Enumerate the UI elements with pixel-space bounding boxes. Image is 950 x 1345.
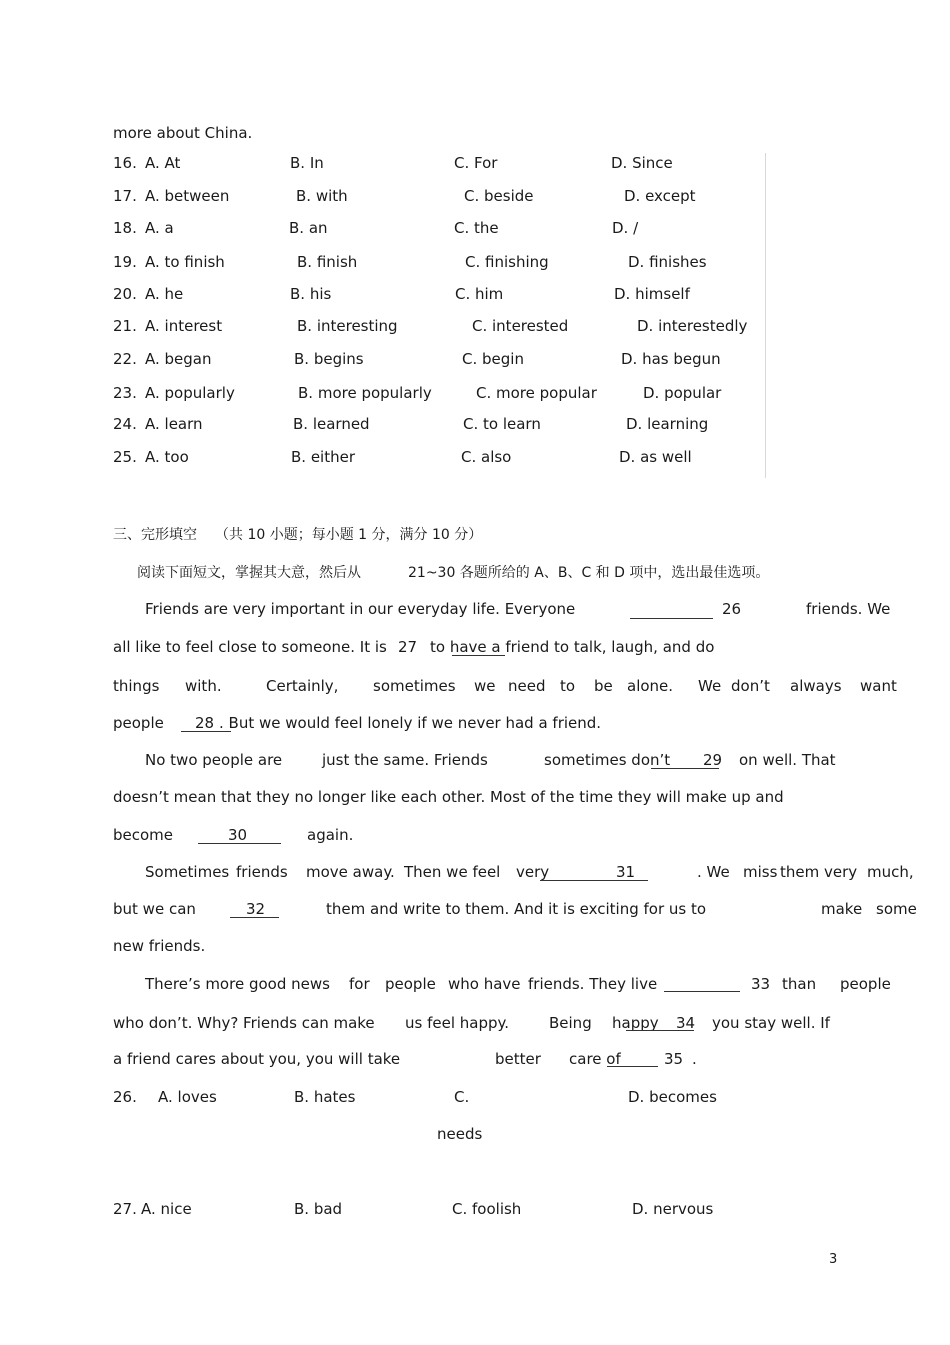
section-instruction-b: 21~30 各题所给的 A、B、C 和 D 项中，选出最佳选项。 xyxy=(408,565,770,581)
option-d: D. nervous xyxy=(632,1200,714,1218)
blank-line xyxy=(630,618,713,619)
passage-text: just the same. Friends xyxy=(322,751,488,769)
passage-text: move away. xyxy=(306,863,395,881)
option-a: A. began xyxy=(145,350,212,368)
option-c: C. foolish xyxy=(452,1200,522,1218)
blank-line xyxy=(452,655,505,656)
blank-number-29: 29 xyxy=(703,751,723,769)
passage-text: . We xyxy=(697,863,730,881)
option-d: D. himself xyxy=(614,285,690,303)
passage-text: friends xyxy=(236,863,288,881)
option-a: A. between xyxy=(145,187,230,205)
passage-text: but we can xyxy=(113,900,196,918)
passage-word: always xyxy=(790,677,842,695)
option-d: D. except xyxy=(624,187,696,205)
passage-text: to have a friend to talk, laugh, and do xyxy=(430,638,715,656)
option-d: D. has begun xyxy=(621,350,721,368)
column-divider xyxy=(765,153,766,478)
question-number: 25. xyxy=(113,448,137,466)
question-number: 27. xyxy=(113,1200,137,1218)
option-d: D. learning xyxy=(626,415,709,433)
option-c: C. him xyxy=(455,285,504,303)
question-number: 23. xyxy=(113,384,137,402)
question-number: 22. xyxy=(113,350,137,368)
blank-line xyxy=(607,1066,658,1067)
passage-text: you stay well. If xyxy=(712,1014,830,1032)
question-number: 17. xyxy=(113,187,137,205)
passage-text: . xyxy=(692,1050,697,1068)
option-c: C. finishing xyxy=(465,253,549,271)
passage-word: We xyxy=(698,677,722,695)
passage-text: better xyxy=(495,1050,541,1068)
option-b: B. more popularly xyxy=(298,384,432,402)
option-b: B. interesting xyxy=(297,317,398,335)
passage-text: again. xyxy=(307,826,354,844)
passage-word: things xyxy=(113,677,160,695)
question-number: 20. xyxy=(113,285,137,303)
section-instruction-a: 阅读下面短文，掌握其大意，然后从 xyxy=(137,565,361,581)
option-b: B. learned xyxy=(293,415,370,433)
passage-text: No two people are xyxy=(145,751,283,769)
option-a: A. a xyxy=(145,219,174,237)
passage-text: who have xyxy=(448,975,521,993)
option-d: D. Since xyxy=(611,154,673,172)
option-c: C. xyxy=(454,1088,470,1106)
option-c: C. beside xyxy=(464,187,534,205)
passage-text: very xyxy=(516,863,550,881)
question-number: 19. xyxy=(113,253,137,271)
option-a: A. he xyxy=(145,285,184,303)
option-b: B. hates xyxy=(294,1088,356,1106)
passage-text: much, xyxy=(867,863,914,881)
passage-word: want xyxy=(860,677,897,695)
option-a: A. loves xyxy=(158,1088,217,1106)
passage-text: doesn’t mean that they no longer like each other. Most of the time they will make up and xyxy=(113,788,784,806)
passage-text: a friend cares about you, you will take xyxy=(113,1050,401,1068)
option-d: D. as well xyxy=(619,448,692,466)
option-a: A. too xyxy=(145,448,189,466)
option-a: A. interest xyxy=(145,317,223,335)
option-a: A. nice xyxy=(141,1200,192,1218)
section-score: （共 10 小题；每小题 1 分，满分 10 分） xyxy=(215,527,483,543)
passage-text: some xyxy=(876,900,917,918)
option-c-text: needs xyxy=(437,1125,483,1143)
passage-text: friends. They live xyxy=(528,975,658,993)
option-c: C. begin xyxy=(462,350,524,368)
passage-text: them very xyxy=(780,863,858,881)
passage-text: for xyxy=(349,975,370,993)
passage-word: don’t xyxy=(731,677,770,695)
option-d: D. finishes xyxy=(628,253,707,271)
passage-word: be xyxy=(594,677,613,695)
option-b: B. bad xyxy=(294,1200,343,1218)
question-number: 26. xyxy=(113,1088,137,1106)
option-d: D. / xyxy=(612,219,639,237)
passage-text: There’s more good news xyxy=(145,975,330,993)
option-c: C. interested xyxy=(472,317,569,335)
intro-tail: more about China. xyxy=(113,124,253,142)
option-b: B. with xyxy=(296,187,348,205)
option-c: C. more popular xyxy=(476,384,597,402)
option-a: A. learn xyxy=(145,415,203,433)
passage-word: need xyxy=(508,677,546,695)
question-number: 18. xyxy=(113,219,137,237)
option-a: A. At xyxy=(145,154,181,172)
passage-text: people xyxy=(840,975,891,993)
option-b: B. an xyxy=(289,219,328,237)
blank-number-26: 26 xyxy=(722,600,742,618)
question-number: 21. xyxy=(113,317,137,335)
option-b: B. begins xyxy=(294,350,364,368)
passage-text: us feel happy. xyxy=(405,1014,510,1032)
passage-text: care of xyxy=(569,1050,621,1068)
blank-line xyxy=(664,991,740,992)
option-a: A. popularly xyxy=(145,384,235,402)
option-c: C. the xyxy=(454,219,499,237)
passage-text: Sometimes xyxy=(145,863,230,881)
passage-text: people xyxy=(385,975,436,993)
passage-word: with. xyxy=(185,677,222,695)
option-d: D. popular xyxy=(643,384,722,402)
passage-text: Then we feel xyxy=(404,863,501,881)
option-b: B. finish xyxy=(297,253,358,271)
passage-word: alone. xyxy=(627,677,674,695)
blank-number-34: 34 xyxy=(676,1014,696,1032)
passage-text: . But we would feel lonely if we never had a friend. xyxy=(219,714,602,732)
passage-text: happy xyxy=(612,1014,659,1032)
option-c: C. to learn xyxy=(463,415,541,433)
blank-number-35: 35 xyxy=(664,1050,684,1068)
question-number: 24. xyxy=(113,415,137,433)
passage-text: become xyxy=(113,826,174,844)
section-title: 三、完形填空 xyxy=(113,527,197,543)
passage-word: Certainly, xyxy=(266,677,339,695)
blank-number-31: 31 xyxy=(616,863,636,881)
passage-text: new friends. xyxy=(113,937,206,955)
blank-number-33: 33 xyxy=(751,975,771,993)
passage-text: Being xyxy=(549,1014,592,1032)
passage-text: on well. That xyxy=(739,751,836,769)
passage-text: friends. We xyxy=(806,600,891,618)
passage-text: make xyxy=(821,900,863,918)
option-c: C. For xyxy=(454,154,498,172)
passage-text: than xyxy=(782,975,817,993)
question-number: 16. xyxy=(113,154,137,172)
page-number: 3 xyxy=(829,1252,838,1267)
option-b: B. his xyxy=(290,285,332,303)
option-d: D. becomes xyxy=(628,1088,717,1106)
blank-number-27: 27 xyxy=(398,638,418,656)
blank-number-28: 28 xyxy=(195,714,215,732)
passage-text: sometimes don’t xyxy=(544,751,671,769)
passage-text: who don’t. Why? Friends can make xyxy=(113,1014,375,1032)
option-b: B. In xyxy=(290,154,324,172)
blank-number-32: 32 xyxy=(246,900,266,918)
passage-text: people xyxy=(113,714,164,732)
passage-text: them and write to them. And it is exciting for us to xyxy=(326,900,707,918)
passage-text: miss xyxy=(743,863,778,881)
option-c: C. also xyxy=(461,448,512,466)
blank-number-30: 30 xyxy=(228,826,248,844)
option-a: A. to finish xyxy=(145,253,225,271)
passage-word: sometimes xyxy=(373,677,456,695)
passage-word: we xyxy=(474,677,496,695)
option-b: B. either xyxy=(291,448,356,466)
passage-word: to xyxy=(560,677,576,695)
option-d: D. interestedly xyxy=(637,317,748,335)
passage-text: all like to feel close to someone. It is xyxy=(113,638,387,656)
passage-text: Friends are very important in our everyday life. Everyone xyxy=(145,600,576,618)
